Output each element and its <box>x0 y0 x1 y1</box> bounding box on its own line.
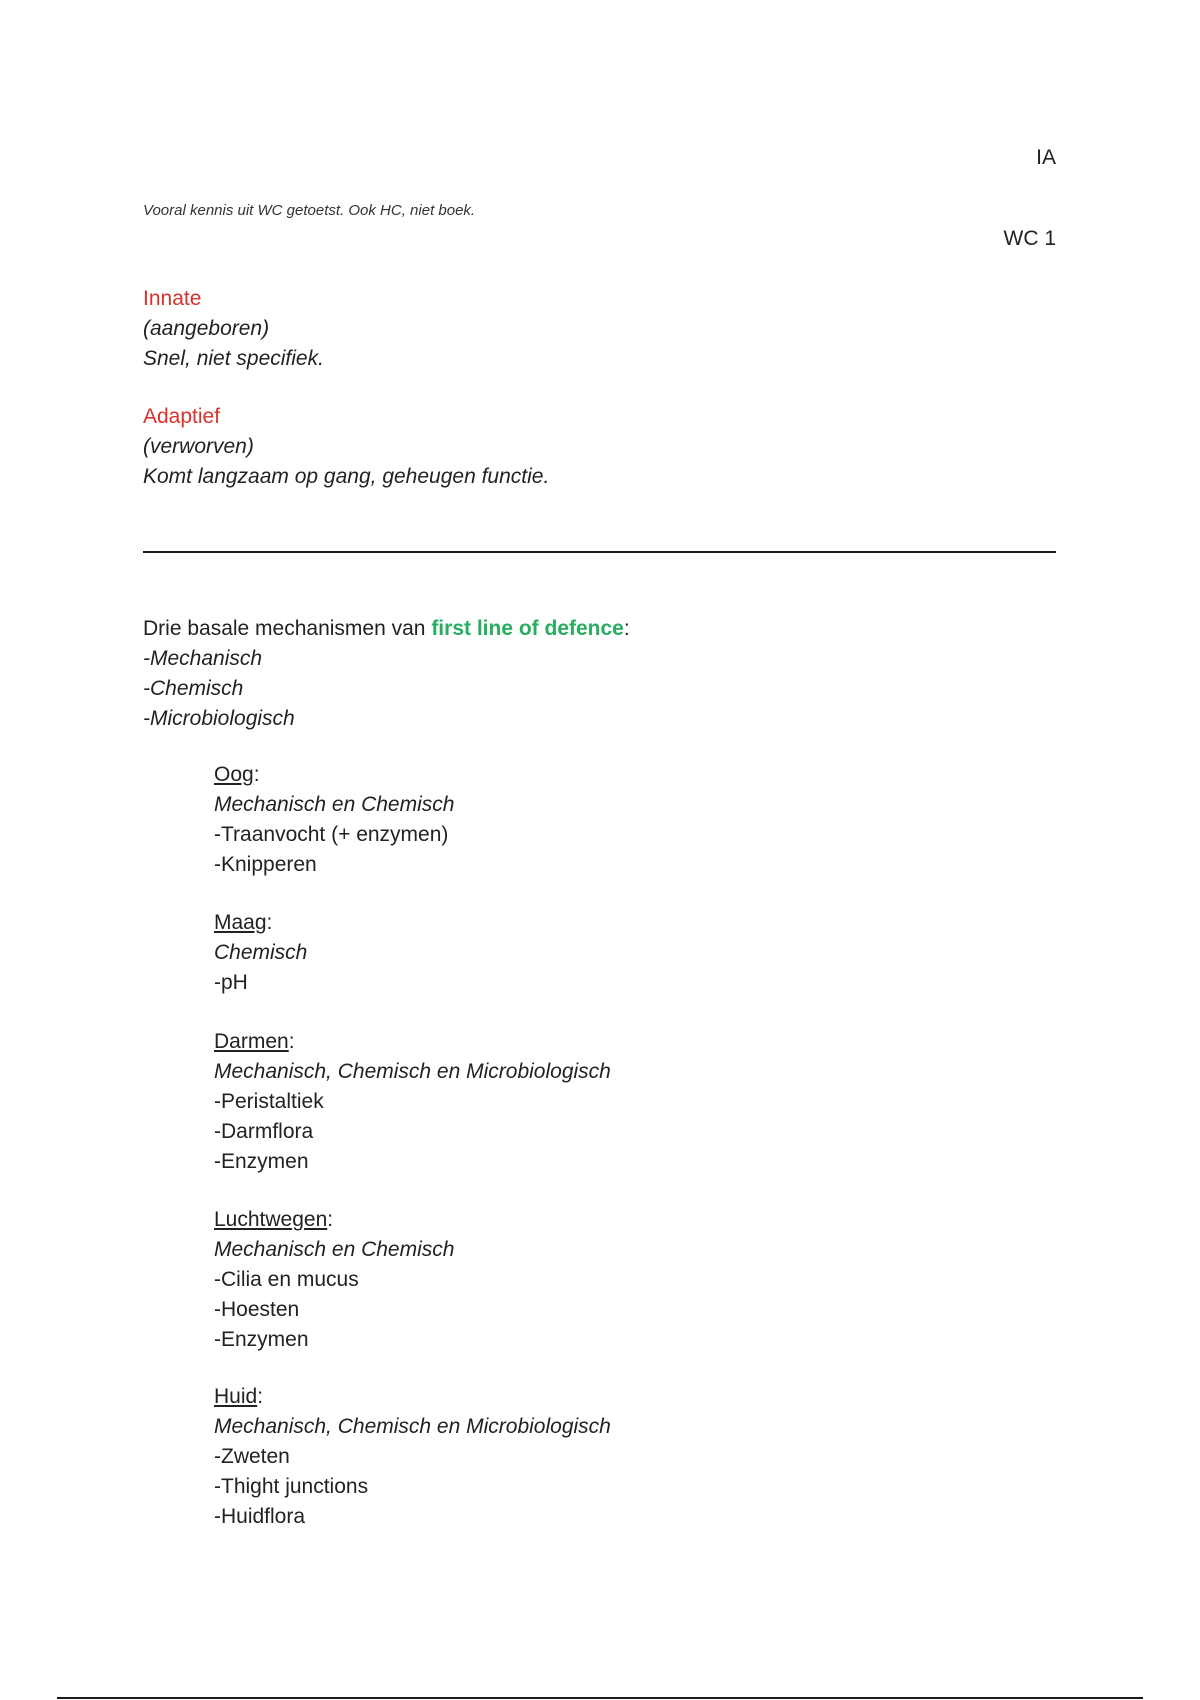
defence-section <box>143 614 630 734</box>
adaptive-title: Adaptief <box>143 405 221 428</box>
organ-name: Darmen <box>214 1030 289 1053</box>
organ-name: Huid <box>214 1385 258 1408</box>
organ-item: -Enzymen <box>214 1150 309 1173</box>
study-note: Vooral kennis uit WC getoetst. Ook HC, niet boek. <box>143 202 476 219</box>
organ-item: -Thight junctions <box>214 1475 369 1498</box>
organ-types: Chemisch <box>214 941 308 964</box>
organ-item: -Zweten <box>214 1445 290 1468</box>
organ-types: Mechanisch en Chemisch <box>214 793 455 816</box>
innate-desc: Snel, niet specifiek. <box>143 347 324 370</box>
session-label: WC 1 <box>1003 227 1056 250</box>
organ-name: Oog <box>214 763 254 786</box>
organ-huid: Huid: Mechanisch, Chemisch en Microbiologisch -Zweten -Thight junctions -Huidflora <box>214 1382 611 1532</box>
organ-name: Luchtwegen <box>214 1208 328 1231</box>
organ-name: Maag <box>214 911 267 934</box>
defence-intro <box>143 614 630 644</box>
innate-title: Innate <box>143 287 202 310</box>
organ-types: Mechanisch en Chemisch <box>214 1238 455 1261</box>
organ-luchtwegen: Luchtwegen: Mechanisch en Chemisch -Cilia en mucus -Hoesten -Enzymen <box>214 1205 454 1355</box>
adaptive-subtitle: (verworven) <box>143 435 254 458</box>
defence-highlight: first line of defence <box>431 617 624 640</box>
organ-item: -Knipperen <box>214 853 317 876</box>
mechanism-item: -Chemisch <box>143 677 244 700</box>
organ-darmen: Darmen: Mechanisch, Chemisch en Microbiologisch -Peristaltiek -Darmflora -Enzymen <box>214 1027 611 1177</box>
organ-types: Mechanisch, Chemisch en Microbiologisch <box>214 1060 611 1083</box>
section-divider <box>143 551 1056 553</box>
organ-item: -Traanvocht (+ enzymen) <box>214 823 449 846</box>
mechanism-item: -Microbiologisch <box>143 707 295 730</box>
organ-item: -Cilia en mucus <box>214 1268 359 1291</box>
organ-item: -Peristaltiek <box>214 1090 324 1113</box>
organ-types: Mechanisch, Chemisch en Microbiologisch <box>214 1415 611 1438</box>
course-code: IA <box>1036 146 1056 169</box>
organ-maag: Maag: Chemisch -pH <box>214 908 307 998</box>
adaptive-desc: Komt langzaam op gang, geheugen functie. <box>143 465 550 488</box>
organ-item: -Darmflora <box>214 1120 314 1143</box>
organ-oog: Oog: Mechanisch en Chemisch -Traanvocht (+ enzymen) -Knipperen <box>214 760 454 880</box>
defence-intro-suffix: : <box>623 617 630 640</box>
defence-intro-prefix: Drie basale mechanismen van <box>143 617 432 640</box>
innate-subtitle: (aangeboren) <box>143 317 270 340</box>
organ-item: -Enzymen <box>214 1328 309 1351</box>
adaptive-section <box>143 402 549 492</box>
organ-item: -Hoesten <box>214 1298 300 1321</box>
innate-section <box>143 284 324 374</box>
mechanism-item: -Mechanisch <box>143 647 263 670</box>
organ-item: -Huidflora <box>214 1505 306 1528</box>
page-bottom-rule <box>57 1697 1143 1699</box>
organ-item: -pH <box>214 971 248 994</box>
